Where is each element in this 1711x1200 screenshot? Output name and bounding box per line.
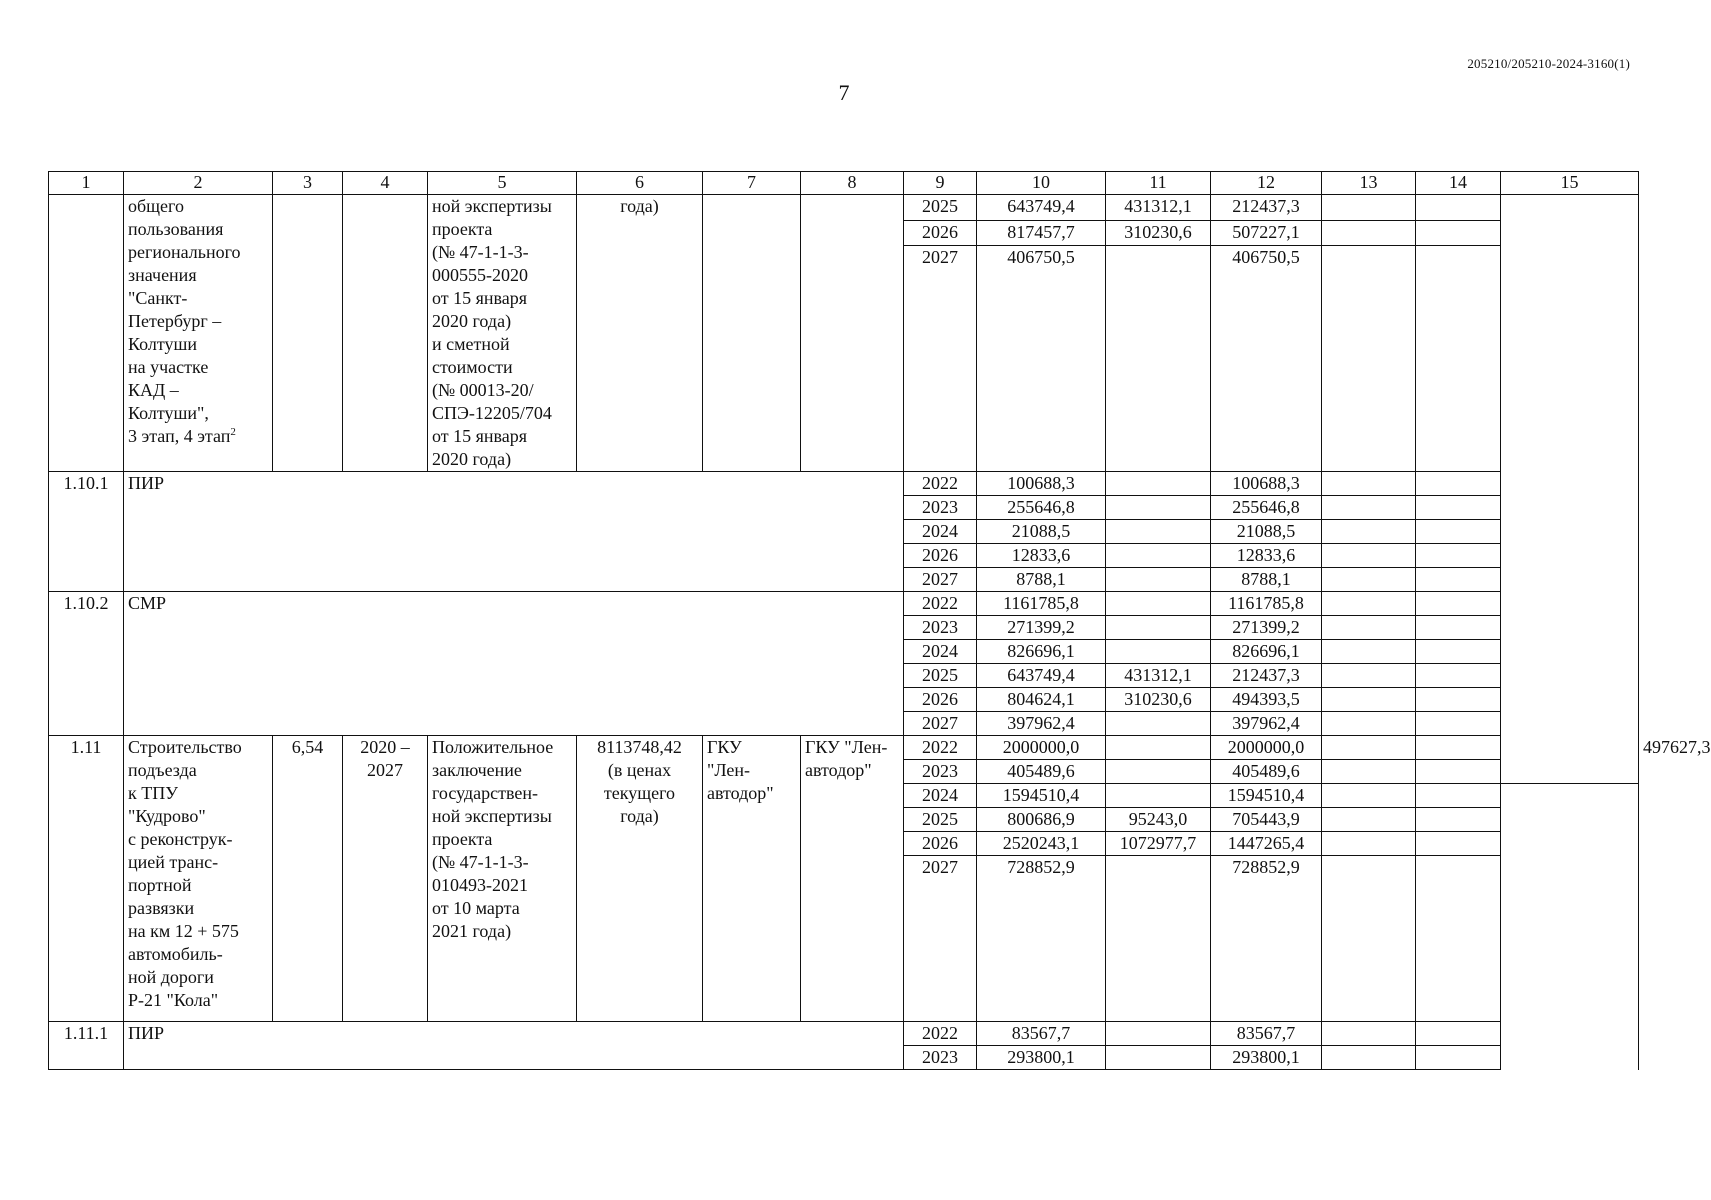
total-value-cell: 83567,7 <box>977 1022 1106 1046</box>
period-cell: 2020 – 2027 <box>343 736 428 1022</box>
col14-cell <box>1416 568 1501 592</box>
year-cell: 2022 <box>904 1022 977 1046</box>
regional-value-cell: 1447265,4 <box>1211 832 1322 856</box>
year-cell: 2025 <box>904 195 977 221</box>
col13-cell <box>1322 544 1416 568</box>
total-value-cell: 293800,1 <box>977 1046 1106 1070</box>
year-cell: 2027 <box>904 246 977 472</box>
year-cell: 2026 <box>904 688 977 712</box>
length-cell <box>273 195 343 472</box>
col13-cell <box>1322 616 1416 640</box>
year-cell: 2024 <box>904 520 977 544</box>
regional-value-cell: 100688,3 <box>1211 472 1322 496</box>
total-value-cell: 8788,1 <box>977 568 1106 592</box>
total-value-cell: 397962,4 <box>977 712 1106 736</box>
document-id: 205210/205210-2024-3160(1) <box>1467 56 1630 71</box>
col14-cell <box>1416 195 1501 221</box>
table-row <box>49 1022 1639 1046</box>
col-header-12: 12 <box>1211 172 1322 195</box>
year-cell: 2026 <box>904 544 977 568</box>
regional-value-cell: 705443,9 <box>1211 808 1322 832</box>
federal-value-cell: 310230,6 <box>1106 220 1211 246</box>
col13-cell <box>1322 760 1416 784</box>
col14-cell <box>1416 616 1501 640</box>
col-header-11: 11 <box>1106 172 1211 195</box>
total-value-cell: 817457,7 <box>977 220 1106 246</box>
stage-name-cell: СМР <box>124 592 904 736</box>
col14-cell <box>1416 472 1501 496</box>
col15-cell <box>1501 195 1639 784</box>
regional-value-cell: 293800,1 <box>1211 1046 1322 1070</box>
col-header-14: 14 <box>1416 172 1501 195</box>
federal-value-cell <box>1106 472 1211 496</box>
regional-value-cell: 494393,5 <box>1211 688 1322 712</box>
price-cell: 8113748,42 (в ценах текущего года) <box>577 736 703 1022</box>
row-number-cell: 1.10.2 <box>49 592 124 736</box>
regional-value-cell: 271399,2 <box>1211 616 1322 640</box>
col-header-8: 8 <box>801 172 904 195</box>
expertise-cell: ной экспертизы проекта (№ 47-1-1-3- 000555-2020 от 15 января 2020 года) и сметной стоимости (№ 00013-20/ СПЭ-12205/704 от 15 января 2020 года) <box>428 195 577 472</box>
col13-cell <box>1322 246 1416 472</box>
col13-cell <box>1322 712 1416 736</box>
col13-cell <box>1322 832 1416 856</box>
row-number-cell: 1.11 <box>49 736 124 1022</box>
col14-cell <box>1416 784 1501 808</box>
column-number-row <box>49 172 1639 195</box>
year-cell: 2027 <box>904 568 977 592</box>
col13-cell <box>1322 808 1416 832</box>
period-cell <box>343 195 428 472</box>
year-cell: 2024 <box>904 640 977 664</box>
col13-cell <box>1322 496 1416 520</box>
federal-value-cell <box>1106 520 1211 544</box>
col14-cell <box>1416 220 1501 246</box>
total-value-cell: 643749,4 <box>977 195 1106 221</box>
page-number: 7 <box>838 80 850 105</box>
col14-cell <box>1416 246 1501 472</box>
builder-cell <box>801 195 904 472</box>
regional-value-cell: 406750,5 <box>1211 246 1322 472</box>
customer-cell: ГКУ "Лен- автодор" <box>703 736 801 1022</box>
builder-cell: ГКУ "Лен- автодор" <box>801 736 904 1022</box>
federal-value-cell <box>1106 246 1211 472</box>
federal-value-cell <box>1106 640 1211 664</box>
col14-cell <box>1416 496 1501 520</box>
total-value-cell: 800686,9 <box>977 808 1106 832</box>
total-value-cell: 406750,5 <box>977 246 1106 472</box>
total-value-cell: 643749,4 <box>977 664 1106 688</box>
regional-value-cell: 21088,5 <box>1211 520 1322 544</box>
regional-value-cell: 8788,1 <box>1211 568 1322 592</box>
row-number-cell: 1.11.1 <box>49 1022 124 1070</box>
regional-value-cell: 212437,3 <box>1211 195 1322 221</box>
col-header-10: 10 <box>977 172 1106 195</box>
object-name-cell <box>124 195 273 472</box>
federal-value-cell: 310230,6 <box>1106 688 1211 712</box>
col13-cell <box>1322 688 1416 712</box>
col13-cell <box>1322 472 1416 496</box>
object-name-cell: Строительство подъезда к ТПУ "Кудрово" с реконструк- цией транс- портной развязки на км 12 + 575 автомобиль- ной дороги Р-21 "Кола" <box>124 736 273 1022</box>
col-header-1: 1 <box>49 172 124 195</box>
col14-cell <box>1416 1046 1501 1070</box>
stage-name-cell: ПИР <box>124 1022 904 1070</box>
total-value-cell: 255646,8 <box>977 496 1106 520</box>
col14-cell <box>1416 664 1501 688</box>
year-cell: 2026 <box>904 220 977 246</box>
col13-cell <box>1322 195 1416 221</box>
col14-cell <box>1416 520 1501 544</box>
table-row <box>49 592 1639 616</box>
regional-value-cell: 826696,1 <box>1211 640 1322 664</box>
regional-value-cell: 1594510,4 <box>1211 784 1322 808</box>
year-cell: 2023 <box>904 616 977 640</box>
customer-cell <box>703 195 801 472</box>
total-value-cell: 2000000,0 <box>977 736 1106 760</box>
col13-cell <box>1322 520 1416 544</box>
price-cell: года) <box>577 195 703 472</box>
federal-value-cell <box>1106 1046 1211 1070</box>
year-cell: 2022 <box>904 592 977 616</box>
col-header-13: 13 <box>1322 172 1416 195</box>
regional-value-cell: 507227,1 <box>1211 220 1322 246</box>
col14-cell <box>1416 856 1501 1022</box>
federal-value-cell <box>1106 592 1211 616</box>
total-value-cell: 2520243,1 <box>977 832 1106 856</box>
row-number-cell <box>49 195 124 472</box>
federal-value-cell <box>1106 760 1211 784</box>
year-cell: 2027 <box>904 712 977 736</box>
total-value-cell: 1161785,8 <box>977 592 1106 616</box>
col13-cell <box>1322 220 1416 246</box>
total-value-cell: 271399,2 <box>977 616 1106 640</box>
regional-value-cell: 397962,4 <box>1211 712 1322 736</box>
year-cell: 2023 <box>904 760 977 784</box>
total-value-cell: 804624,1 <box>977 688 1106 712</box>
regional-value-cell: 12833,6 <box>1211 544 1322 568</box>
stage-name-cell: ПИР <box>124 472 904 592</box>
col-header-9: 9 <box>904 172 977 195</box>
col14-cell <box>1416 712 1501 736</box>
year-cell: 2027 <box>904 856 977 1022</box>
col14-cell <box>1416 760 1501 784</box>
year-cell: 2026 <box>904 832 977 856</box>
col14-cell <box>1416 736 1501 760</box>
col-header-3: 3 <box>273 172 343 195</box>
regional-value-cell: 83567,7 <box>1211 1022 1322 1046</box>
federal-value-cell: 95243,0 <box>1106 808 1211 832</box>
footnote-marker: 2 <box>230 426 236 438</box>
length-cell: 6,54 <box>273 736 343 1022</box>
year-cell: 2025 <box>904 808 977 832</box>
col-header-2: 2 <box>124 172 273 195</box>
total-value-cell: 728852,9 <box>977 856 1106 1022</box>
year-cell: 2023 <box>904 496 977 520</box>
table-row <box>49 472 1639 496</box>
col14-cell <box>1416 832 1501 856</box>
col13-cell <box>1322 784 1416 808</box>
col-header-6: 6 <box>577 172 703 195</box>
total-value-cell: 1594510,4 <box>977 784 1106 808</box>
year-cell: 2025 <box>904 664 977 688</box>
federal-value-cell: 1072977,7 <box>1106 832 1211 856</box>
col14-cell <box>1416 808 1501 832</box>
regional-value-cell: 212437,3 <box>1211 664 1322 688</box>
federal-value-cell <box>1106 544 1211 568</box>
federal-value-cell <box>1106 568 1211 592</box>
regional-value-cell: 405489,6 <box>1211 760 1322 784</box>
col13-cell <box>1322 1046 1416 1070</box>
year-cell: 2022 <box>904 472 977 496</box>
col13-cell <box>1322 664 1416 688</box>
year-cell: 2022 <box>904 736 977 760</box>
col13-cell <box>1322 1022 1416 1046</box>
year-cell: 2023 <box>904 1046 977 1070</box>
col13-cell <box>1322 736 1416 760</box>
federal-value-cell <box>1106 784 1211 808</box>
col13-cell <box>1322 592 1416 616</box>
year-cell: 2024 <box>904 784 977 808</box>
federal-value-cell: 431312,1 <box>1106 664 1211 688</box>
row-number-cell: 1.10.1 <box>49 472 124 592</box>
col13-cell <box>1322 568 1416 592</box>
federal-value-cell <box>1106 856 1211 1022</box>
col-header-4: 4 <box>343 172 428 195</box>
expertise-cell: Положительное заключение государствен- ной экспертизы проекта (№ 47-1-1-3- 010493-2021 от 10 марта 2021 года) <box>428 736 577 1022</box>
col14-cell <box>1416 640 1501 664</box>
budget-table <box>48 171 1711 1070</box>
federal-value-cell <box>1106 712 1211 736</box>
regional-value-cell: 255646,8 <box>1211 496 1322 520</box>
regional-value-cell: 728852,9 <box>1211 856 1322 1022</box>
col-header-7: 7 <box>703 172 801 195</box>
total-value-cell: 826696,1 <box>977 640 1106 664</box>
col13-cell <box>1322 856 1416 1022</box>
federal-value-cell <box>1106 736 1211 760</box>
col13-cell <box>1322 640 1416 664</box>
col14-cell <box>1416 592 1501 616</box>
total-value-cell: 100688,3 <box>977 472 1106 496</box>
federal-value-cell: 431312,1 <box>1106 195 1211 221</box>
object-name-text: общего пользования регионального значения "Санкт- Петербург – Колтуши на участке КАД – Колтуши", 3 этап, 4 этап <box>128 196 241 446</box>
table-row <box>49 195 1639 221</box>
col-header-15: 15 <box>1501 172 1639 195</box>
regional-value-cell: 1161785,8 <box>1211 592 1322 616</box>
total-value-cell: 405489,6 <box>977 760 1106 784</box>
federal-value-cell <box>1106 616 1211 640</box>
total-value-cell: 12833,6 <box>977 544 1106 568</box>
regional-value-cell: 2000000,0 <box>1211 736 1322 760</box>
col14-cell <box>1416 1022 1501 1046</box>
table-row: 1.11 Строительство подъезда к ТПУ "Кудрово" с реконструк- цией транс- портной развязки на км 12 + 575 автомобиль- ной дороги Р-21 "Кола" 6,54 2020 – 2027 Положительное заключение государствен- ной экспертизы проекта (№ 47-1-1-3- 010493-2021 от 10 марта 2021 года) 8113748,42 (в ценах текущего года) ГКУ "Лен- автодор" ГКУ "Лен- автодор" 2022 2000000,0 2000000,0 497627,3 <box>49 736 1639 760</box>
federal-value-cell <box>1106 1022 1211 1046</box>
budget-table-container <box>48 171 1711 1070</box>
col14-cell <box>1416 544 1501 568</box>
total-value-cell: 21088,5 <box>977 520 1106 544</box>
federal-value-cell <box>1106 496 1211 520</box>
col-header-5: 5 <box>428 172 577 195</box>
col14-cell <box>1416 688 1501 712</box>
